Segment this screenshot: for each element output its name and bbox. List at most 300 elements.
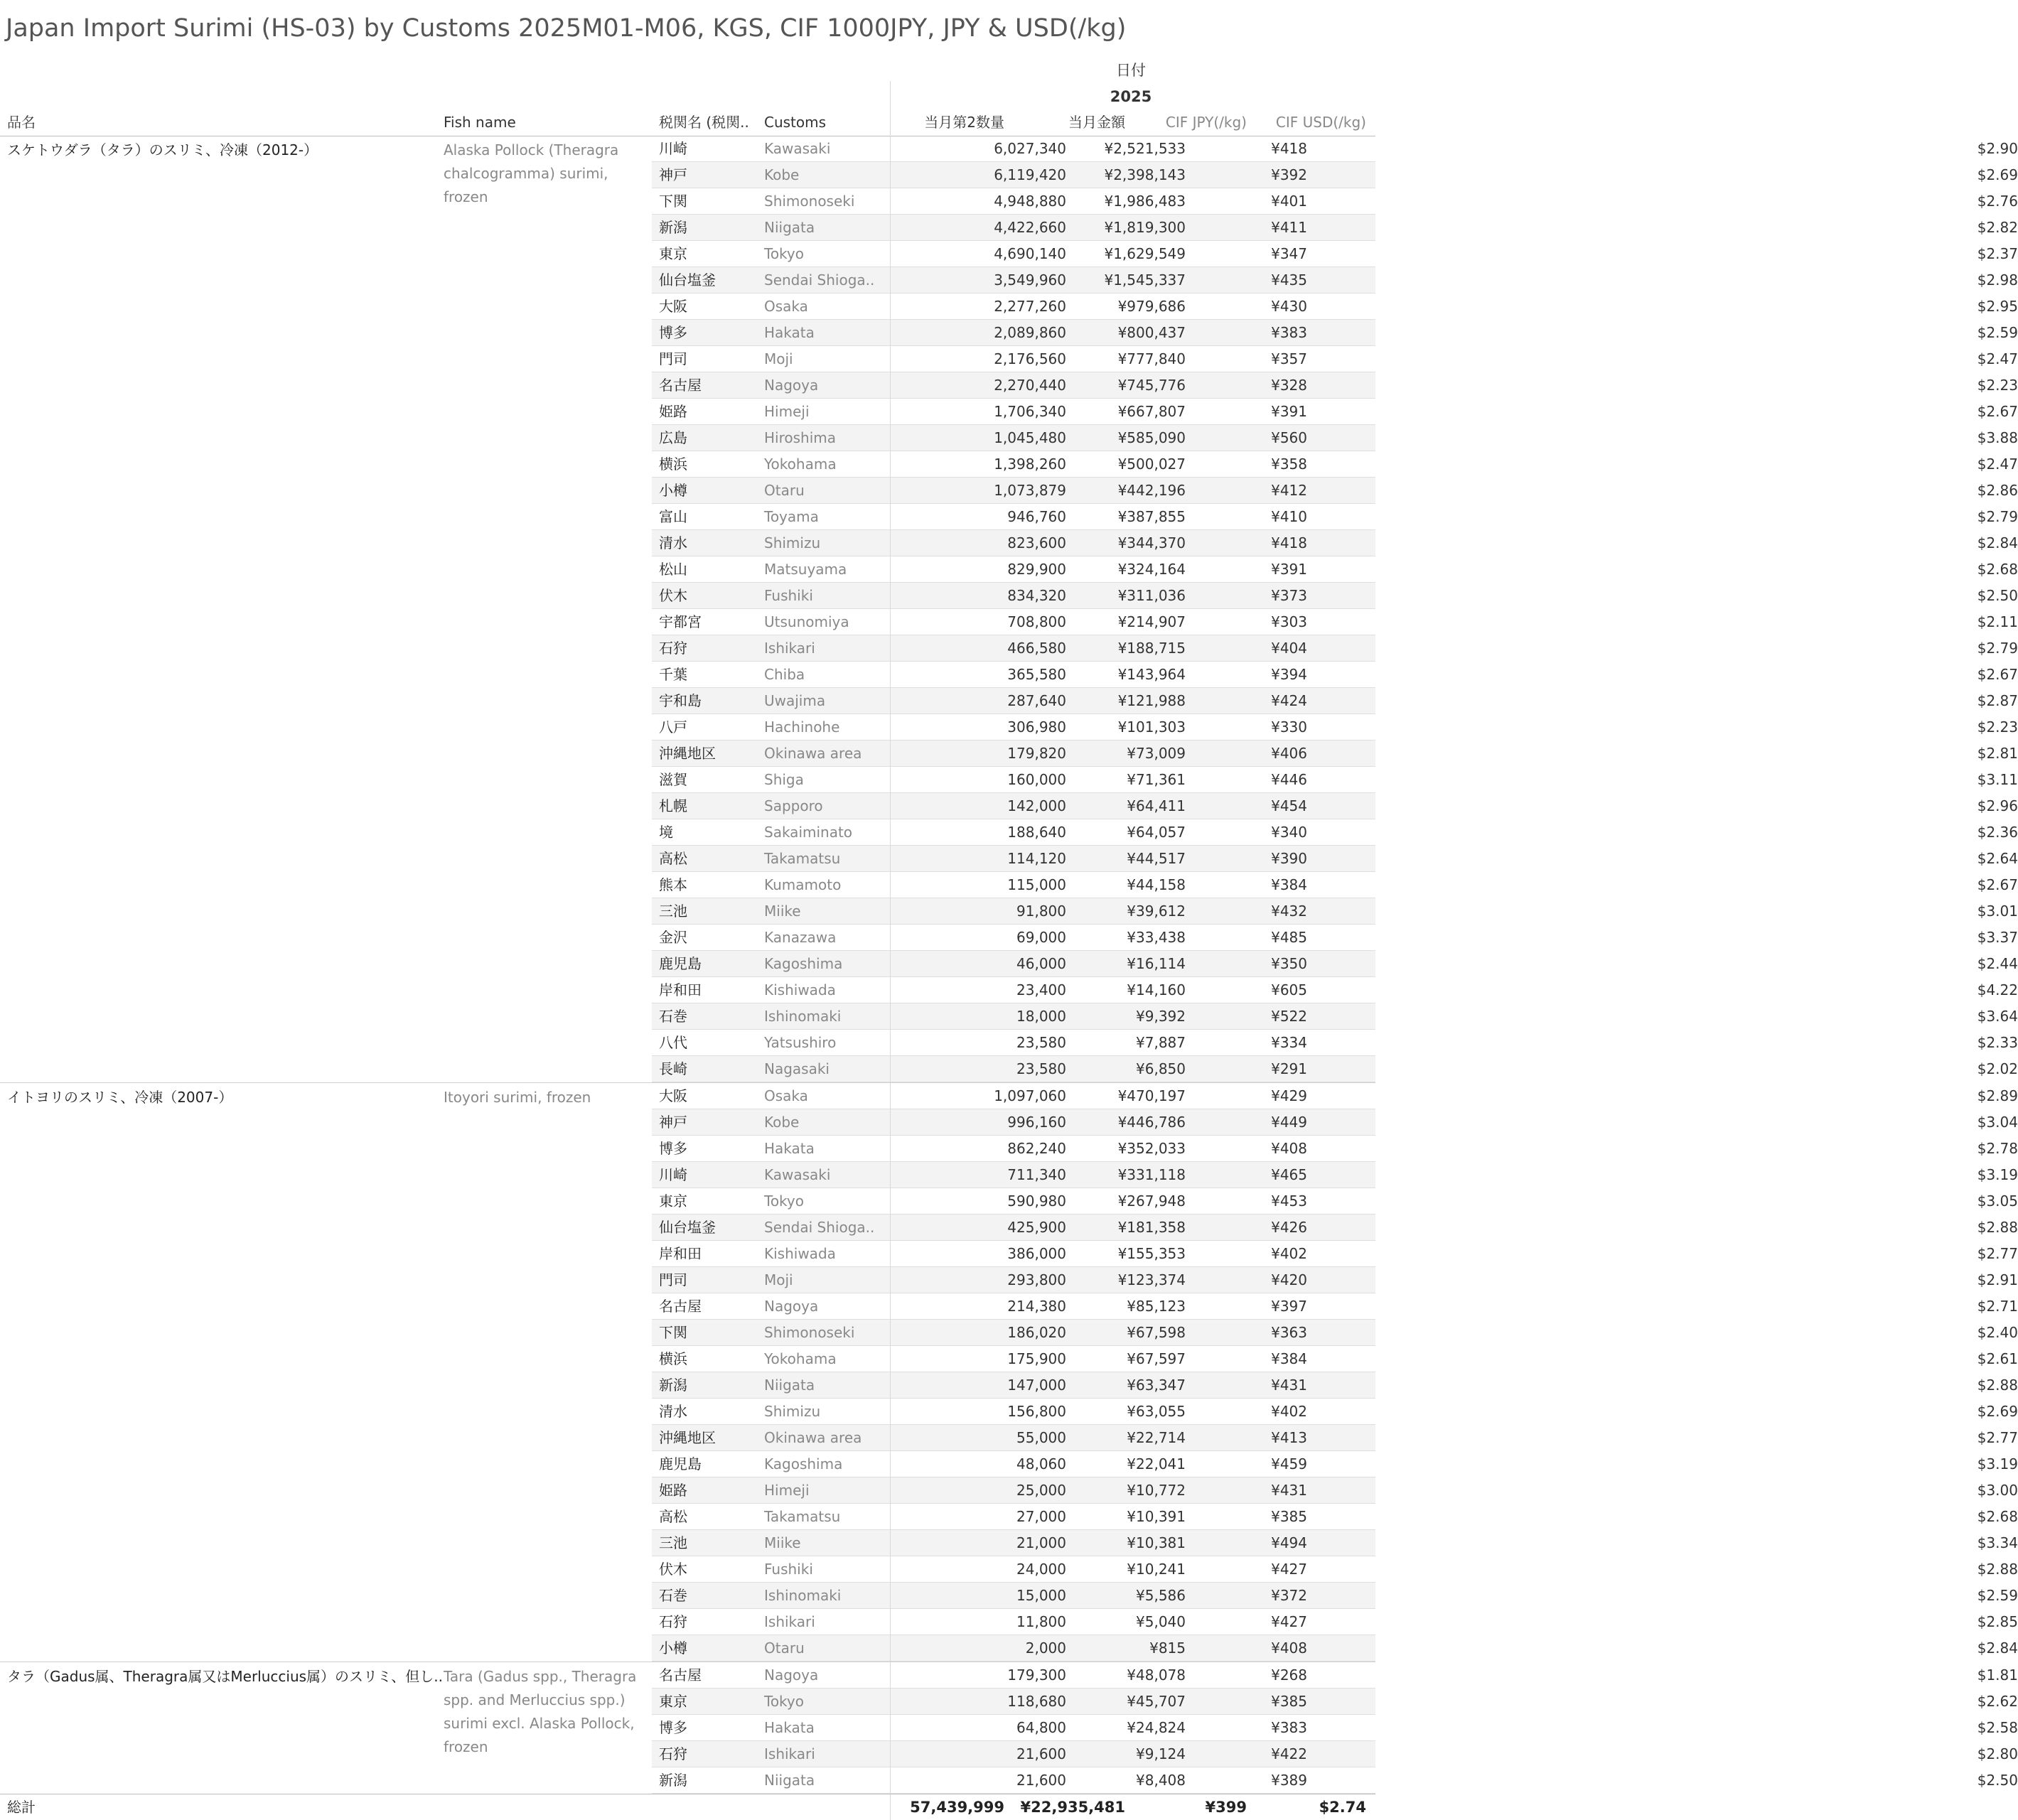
cif-jpy-cell: ¥340: [1271, 824, 1307, 841]
table-row[interactable]: [652, 1425, 2018, 1451]
quantity-cell: 114,120: [1007, 850, 1066, 867]
table-row[interactable]: [652, 1372, 2018, 1399]
table-row[interactable]: [652, 819, 2018, 846]
table-row[interactable]: [652, 1083, 2018, 1109]
cif-usd-cell: $2.88: [1977, 1377, 2018, 1394]
cif-jpy-cell: ¥363: [1271, 1324, 1307, 1341]
table-row[interactable]: [652, 1530, 2018, 1556]
customs-en-cell: Ishikari: [764, 1745, 815, 1762]
amount-cell: ¥123,374: [1117, 1271, 1186, 1288]
cif-usd-cell: $3.11: [1977, 771, 2018, 788]
quantity-cell: 2,089,860: [994, 324, 1066, 341]
cif-jpy-cell: ¥605: [1271, 981, 1307, 998]
cif-jpy-cell: ¥373: [1271, 587, 1307, 604]
table-row[interactable]: [652, 372, 2018, 399]
table-row[interactable]: [652, 1293, 2018, 1320]
cif-usd-cell: $2.77: [1977, 1245, 2018, 1262]
customs-jp-cell: 名古屋: [659, 377, 702, 394]
cif-jpy-cell: ¥485: [1271, 929, 1307, 946]
customs-jp-cell: 清水: [659, 534, 687, 551]
customs-en-cell: Moji: [764, 350, 793, 367]
customs-jp-cell: 伏木: [659, 1561, 687, 1578]
cif-jpy-cell: ¥402: [1271, 1245, 1307, 1262]
table-row[interactable]: [652, 872, 2018, 898]
table-row[interactable]: [652, 1689, 2018, 1715]
customs-jp-cell: 小樽: [659, 1639, 687, 1657]
customs-en-cell: Hachinohe: [764, 718, 840, 736]
amount-cell: ¥352,033: [1117, 1140, 1186, 1157]
product-name-jp[interactable]: スケトウダラ（タラ）のスリミ、冷凍（2012-）: [7, 141, 318, 158]
table-row[interactable]: [652, 1136, 2018, 1162]
cif-usd-cell: $2.23: [1977, 718, 2018, 736]
amount-cell: ¥500,027: [1117, 456, 1186, 473]
col-header-qty[interactable]: 当月第2数量: [924, 114, 1004, 131]
cif-usd-cell: $2.88: [1977, 1561, 2018, 1578]
table-row[interactable]: [652, 1767, 2018, 1794]
quantity-cell: 179,300: [1007, 1666, 1066, 1684]
amount-cell: ¥10,772: [1127, 1482, 1186, 1499]
cif-usd-cell: $2.77: [1977, 1429, 2018, 1446]
cif-jpy-cell: ¥446: [1271, 771, 1307, 788]
quantity-cell: 2,176,560: [994, 350, 1066, 367]
cif-jpy-cell: ¥560: [1271, 429, 1307, 446]
customs-jp-cell: 小樽: [659, 482, 687, 499]
customs-jp-cell: 三池: [659, 1534, 687, 1551]
table-row[interactable]: [652, 1030, 2018, 1056]
customs-jp-cell: 下関: [659, 1324, 687, 1341]
cif-jpy-cell: ¥412: [1271, 482, 1307, 499]
customs-jp-cell: 沖縄地区: [659, 745, 716, 762]
cif-usd-cell: $2.68: [1977, 1508, 2018, 1525]
cif-usd-cell: $4.22: [1977, 981, 2018, 998]
table-row[interactable]: [652, 1662, 2018, 1689]
quantity-cell: 1,073,879: [994, 482, 1066, 499]
customs-en-cell: Sapporo: [764, 797, 823, 814]
product-name-jp[interactable]: タラ（Gadus属、Theragra属又はMerluccius属）のスリミ、但し..: [7, 1668, 443, 1685]
quantity-cell: 21,600: [1016, 1772, 1066, 1789]
amount-cell: ¥5,040: [1136, 1613, 1186, 1630]
amount-cell: ¥745,776: [1117, 377, 1186, 394]
cif-usd-cell: $2.79: [1977, 508, 2018, 525]
cif-jpy-cell: ¥389: [1271, 1772, 1307, 1789]
cif-jpy-cell: ¥350: [1271, 955, 1307, 972]
customs-en-cell: Ishinomaki: [764, 1008, 842, 1025]
customs-jp-cell: 門司: [659, 1271, 687, 1288]
page-title: Japan Import Surimi (HS-03) by Customs 2025M01-M06, KGS, CIF 1000JPY, JPY & USD(/kg): [6, 14, 1127, 43]
quantity-cell: 946,760: [1007, 508, 1066, 525]
table-row[interactable]: [652, 188, 2018, 215]
table-row[interactable]: [652, 241, 2018, 267]
customs-jp-cell: 宇和島: [659, 692, 702, 709]
amount-cell: ¥6,850: [1136, 1060, 1186, 1077]
quantity-cell: 21,000: [1016, 1534, 1066, 1551]
customs-rows: [652, 1662, 2018, 1794]
cif-usd-cell: $2.81: [1977, 745, 2018, 762]
table-row[interactable]: [652, 478, 2018, 504]
table-row[interactable]: [652, 714, 2018, 741]
customs-en-cell: Shimonoseki: [764, 193, 855, 210]
cif-usd-cell: $3.19: [1977, 1455, 2018, 1472]
table-row[interactable]: [652, 267, 2018, 294]
customs-en-cell: Sendai Shioga..: [764, 1219, 875, 1236]
table-row[interactable]: [652, 136, 2018, 162]
table-row[interactable]: [652, 1451, 2018, 1477]
table-row[interactable]: [652, 320, 2018, 346]
cif-usd-cell: $2.90: [1977, 140, 2018, 157]
cif-usd-cell: $2.89: [1977, 1087, 2018, 1104]
quantity-cell: 365,580: [1007, 666, 1066, 683]
customs-en-cell: Shimizu: [764, 1403, 821, 1420]
customs-jp-cell: 松山: [659, 561, 687, 578]
cif-usd-cell: $2.68: [1977, 561, 2018, 578]
cif-jpy-cell: ¥385: [1271, 1508, 1307, 1525]
cif-jpy-cell: ¥465: [1271, 1166, 1307, 1183]
customs-en-cell: Tokyo: [764, 245, 804, 262]
quantity-cell: 179,820: [1007, 745, 1066, 762]
table-row[interactable]: [652, 977, 2018, 1003]
cif-jpy-cell: ¥347: [1271, 245, 1307, 262]
table-row[interactable]: [652, 1003, 2018, 1030]
customs-en-cell: Ishikari: [764, 640, 815, 657]
table-row[interactable]: [652, 162, 2018, 188]
table-row[interactable]: [652, 1583, 2018, 1609]
cif-usd-cell: $2.78: [1977, 1140, 2018, 1157]
quantity-cell: 15,000: [1016, 1587, 1066, 1604]
amount-cell: ¥63,347: [1127, 1377, 1186, 1394]
quantity-cell: 23,580: [1016, 1060, 1066, 1077]
amount-cell: ¥14,160: [1127, 981, 1186, 998]
col-header-cif-usd[interactable]: CIF USD(/kg): [1275, 114, 1366, 131]
amount-cell: ¥667,807: [1117, 403, 1186, 420]
customs-en-cell: Miike: [764, 1534, 801, 1551]
table-row[interactable]: [652, 767, 2018, 793]
table-row[interactable]: [652, 215, 2018, 241]
table-row[interactable]: [652, 1399, 2018, 1425]
cif-usd-cell: $2.59: [1977, 1587, 2018, 1604]
column-header-row: [0, 109, 1375, 136]
cif-jpy-cell: ¥391: [1271, 561, 1307, 578]
quantity-cell: 118,680: [1007, 1693, 1066, 1710]
quantity-cell: 3,549,960: [994, 271, 1066, 289]
cif-jpy-cell: ¥410: [1271, 508, 1307, 525]
cif-usd-cell: $2.47: [1977, 350, 2018, 367]
table-row[interactable]: [652, 898, 2018, 925]
customs-en-cell: Otaru: [764, 1639, 805, 1657]
customs-en-cell: Yatsushiro: [764, 1034, 837, 1051]
year-header: 2025: [1110, 88, 1152, 105]
quantity-cell: 2,277,260: [994, 298, 1066, 315]
amount-cell: ¥979,686: [1117, 298, 1186, 315]
cif-usd-cell: $3.64: [1977, 1008, 2018, 1025]
cif-usd-cell: $2.87: [1977, 692, 2018, 709]
col-header-amount[interactable]: 当月金額: [1068, 114, 1125, 131]
customs-en-cell: Osaka: [764, 1087, 808, 1104]
table-row[interactable]: [652, 346, 2018, 372]
table-row[interactable]: [652, 1715, 2018, 1741]
amount-cell: ¥585,090: [1117, 429, 1186, 446]
customs-en-cell: Otaru: [764, 482, 805, 499]
cif-jpy-cell: ¥427: [1271, 1561, 1307, 1578]
grand-total-label: 総計: [7, 1799, 36, 1816]
quantity-cell: 186,020: [1007, 1324, 1066, 1341]
customs-jp-cell: 東京: [659, 245, 687, 262]
table-row[interactable]: [652, 451, 2018, 478]
table-row[interactable]: [652, 1609, 2018, 1635]
cif-usd-cell: $3.05: [1977, 1192, 2018, 1210]
cif-usd-cell: $2.47: [1977, 456, 2018, 473]
customs-en-cell: Toyama: [764, 508, 819, 525]
cif-usd-cell: $2.02: [1977, 1060, 2018, 1077]
amount-cell: ¥2,398,143: [1104, 166, 1186, 183]
quantity-cell: 1,706,340: [994, 403, 1066, 420]
table-row[interactable]: [652, 925, 2018, 951]
amount-cell: ¥344,370: [1117, 534, 1186, 551]
col-header-customs[interactable]: Customs: [764, 114, 827, 131]
customs-en-cell: Hakata: [764, 1140, 815, 1157]
table-row[interactable]: [652, 1162, 2018, 1188]
quantity-cell: 4,948,880: [994, 193, 1066, 210]
table-row[interactable]: [652, 609, 2018, 635]
cif-jpy-cell: ¥408: [1271, 1639, 1307, 1657]
amount-cell: ¥331,118: [1117, 1166, 1186, 1183]
table-row[interactable]: [652, 1346, 2018, 1372]
table-row[interactable]: [652, 399, 2018, 425]
customs-en-cell: Niigata: [764, 1772, 815, 1789]
amount-cell: ¥22,714: [1127, 1429, 1186, 1446]
fish-name-en[interactable]: Alaska Pollock (Theragra chalcogramma) surimi, frozen: [444, 141, 619, 205]
customs-jp-cell: 横浜: [659, 1350, 687, 1367]
quantity-cell: 293,800: [1007, 1271, 1066, 1288]
customs-en-cell: Kagoshima: [764, 955, 843, 972]
cif-jpy-cell: ¥422: [1271, 1745, 1307, 1762]
table-body: [0, 136, 2018, 1794]
table-row[interactable]: [652, 1504, 2018, 1530]
customs-en-cell: Niigata: [764, 1377, 815, 1394]
quantity-cell: 1,097,060: [994, 1087, 1066, 1104]
table-row[interactable]: [652, 556, 2018, 583]
table-row[interactable]: [652, 1741, 2018, 1767]
col-header-cif-jpy[interactable]: CIF JPY(/kg): [1165, 114, 1247, 131]
customs-en-cell: Uwajima: [764, 692, 826, 709]
cif-jpy-cell: ¥426: [1271, 1219, 1307, 1236]
table-row[interactable]: [652, 1241, 2018, 1267]
table-row[interactable]: [652, 793, 2018, 819]
customs-en-cell: Okinawa area: [764, 745, 862, 762]
amount-cell: ¥24,824: [1127, 1719, 1186, 1736]
customs-jp-cell: 名古屋: [659, 1298, 702, 1315]
product-name-jp[interactable]: イトヨリのスリミ、冷凍（2007-）: [7, 1089, 233, 1106]
cif-usd-cell: $2.69: [1977, 166, 2018, 183]
amount-cell: ¥10,241: [1127, 1561, 1186, 1578]
customs-en-cell: Okinawa area: [764, 1429, 862, 1446]
quantity-cell: 156,800: [1007, 1403, 1066, 1420]
cif-jpy-cell: ¥418: [1271, 140, 1307, 157]
customs-en-cell: Moji: [764, 1271, 793, 1288]
table-row[interactable]: [652, 504, 2018, 530]
customs-en-cell: Miike: [764, 903, 801, 920]
quantity-cell: 142,000: [1007, 797, 1066, 814]
table-row[interactable]: [652, 425, 2018, 451]
quantity-cell: 188,640: [1007, 824, 1066, 841]
amount-cell: ¥267,948: [1117, 1192, 1186, 1210]
table-row[interactable]: [652, 846, 2018, 872]
col-header-fish-name[interactable]: Fish name: [444, 114, 516, 131]
customs-rows: [652, 136, 2018, 1082]
cif-usd-cell: $2.96: [1977, 797, 2018, 814]
cif-jpy-cell: ¥385: [1271, 1693, 1307, 1710]
quantity-cell: 21,600: [1016, 1745, 1066, 1762]
cif-jpy-cell: ¥334: [1271, 1034, 1307, 1051]
cif-jpy-cell: ¥430: [1271, 298, 1307, 315]
product-group: [0, 1662, 2018, 1794]
col-header-customs-jp[interactable]: 税関名 (税関..: [659, 114, 749, 131]
customs-jp-cell: 東京: [659, 1192, 687, 1210]
cif-jpy-cell: ¥449: [1271, 1114, 1307, 1131]
table-row[interactable]: [652, 1477, 2018, 1504]
customs-en-cell: Yokohama: [764, 456, 837, 473]
customs-jp-cell: 東京: [659, 1693, 687, 1710]
grand-total-amount: ¥22,935,481: [1020, 1799, 1125, 1816]
quantity-cell: 147,000: [1007, 1377, 1066, 1394]
customs-en-cell: Ishikari: [764, 1613, 815, 1630]
table-row[interactable]: [652, 1109, 2018, 1136]
table-row[interactable]: [652, 688, 2018, 714]
cif-usd-cell: $2.82: [1977, 219, 2018, 236]
amount-cell: ¥1,986,483: [1104, 193, 1186, 210]
cif-jpy-cell: ¥372: [1271, 1587, 1307, 1604]
table-row[interactable]: [652, 1188, 2018, 1215]
amount-cell: ¥800,437: [1117, 324, 1186, 341]
quantity-cell: 823,600: [1007, 534, 1066, 551]
quantity-cell: 115,000: [1007, 876, 1066, 893]
cif-jpy-cell: ¥303: [1271, 613, 1307, 630]
quantity-cell: 996,160: [1007, 1114, 1066, 1131]
cif-jpy-cell: ¥397: [1271, 1298, 1307, 1315]
customs-en-cell: Kishiwada: [764, 981, 836, 998]
customs-en-cell: Hakata: [764, 324, 815, 341]
amount-cell: ¥446,786: [1117, 1114, 1186, 1131]
customs-jp-cell: 伏木: [659, 587, 687, 604]
cif-usd-cell: $2.71: [1977, 1298, 2018, 1315]
table-row[interactable]: [652, 951, 2018, 977]
cif-usd-cell: $2.64: [1977, 850, 2018, 867]
grand-total-cif-usd: $2.74: [1319, 1799, 1366, 1816]
product-group: [0, 1083, 2018, 1662]
amount-cell: ¥22,041: [1127, 1455, 1186, 1472]
cif-usd-cell: $2.44: [1977, 955, 2018, 972]
cif-jpy-cell: ¥454: [1271, 797, 1307, 814]
table-row[interactable]: [652, 294, 2018, 320]
amount-cell: ¥63,055: [1127, 1403, 1186, 1420]
quantity-cell: 24,000: [1016, 1561, 1066, 1578]
cif-usd-cell: $2.80: [1977, 1745, 2018, 1762]
customs-jp-cell: 下関: [659, 193, 687, 210]
amount-cell: ¥815: [1149, 1639, 1186, 1657]
amount-cell: ¥181,358: [1117, 1219, 1186, 1236]
table-row[interactable]: [652, 530, 2018, 556]
cif-usd-cell: $2.98: [1977, 271, 2018, 289]
amount-cell: ¥44,517: [1127, 850, 1186, 867]
table-row[interactable]: [652, 1320, 2018, 1346]
quantity-cell: 25,000: [1016, 1482, 1066, 1499]
cif-jpy-cell: ¥435: [1271, 271, 1307, 289]
fish-name-en[interactable]: Tara (Gadus spp., Theragra spp. and Merluccius spp.) surimi excl. Alaska Pollock, frozen: [444, 1668, 637, 1755]
quantity-cell: 1,045,480: [994, 429, 1066, 446]
customs-jp-cell: 姫路: [659, 1482, 687, 1499]
cif-usd-cell: $2.85: [1977, 1613, 2018, 1630]
table-row[interactable]: [652, 1056, 2018, 1082]
amount-cell: ¥67,597: [1127, 1350, 1186, 1367]
customs-jp-cell: 博多: [659, 324, 687, 341]
cif-usd-cell: $3.00: [1977, 1482, 2018, 1499]
quantity-cell: 2,270,440: [994, 377, 1066, 394]
grand-total-qty: 57,439,999: [910, 1799, 1004, 1816]
customs-en-cell: Matsuyama: [764, 561, 847, 578]
quantity-cell: 711,340: [1007, 1166, 1066, 1183]
table-row[interactable]: [652, 741, 2018, 767]
cif-jpy-cell: ¥418: [1271, 534, 1307, 551]
amount-cell: ¥7,887: [1136, 1034, 1186, 1051]
table-row[interactable]: [652, 1215, 2018, 1241]
table-row[interactable]: [652, 662, 2018, 688]
cif-usd-cell: $2.91: [1977, 1271, 2018, 1288]
quantity-cell: 23,400: [1016, 981, 1066, 998]
cif-jpy-cell: ¥431: [1271, 1482, 1307, 1499]
amount-cell: ¥1,629,549: [1104, 245, 1186, 262]
customs-jp-cell: 金沢: [659, 929, 687, 946]
cif-usd-cell: $2.58: [1977, 1719, 2018, 1736]
customs-en-cell: Kobe: [764, 1114, 800, 1131]
customs-jp-cell: 横浜: [659, 456, 687, 473]
quantity-cell: 6,027,340: [994, 140, 1066, 157]
customs-jp-cell: 長崎: [659, 1060, 687, 1077]
col-header-product[interactable]: 品名: [7, 114, 36, 131]
cif-jpy-cell: ¥401: [1271, 193, 1307, 210]
customs-en-cell: Hakata: [764, 1719, 815, 1736]
customs-en-cell: Himeji: [764, 403, 810, 420]
table-row[interactable]: [652, 1635, 2018, 1662]
amount-cell: ¥311,036: [1117, 587, 1186, 604]
customs-en-cell: Kanazawa: [764, 929, 837, 946]
table-row[interactable]: [652, 1556, 2018, 1583]
amount-cell: ¥9,392: [1136, 1008, 1186, 1025]
quantity-cell: 2,000: [1025, 1639, 1066, 1657]
amount-cell: ¥33,438: [1127, 929, 1186, 946]
customs-en-cell: Nagasaki: [764, 1060, 830, 1077]
customs-jp-cell: 名古屋: [659, 1666, 702, 1684]
table-row[interactable]: [652, 635, 2018, 662]
quantity-cell: 27,000: [1016, 1508, 1066, 1525]
cif-usd-cell: $2.50: [1977, 587, 2018, 604]
amount-cell: ¥2,521,533: [1104, 140, 1186, 157]
customs-jp-cell: 神戸: [659, 166, 687, 183]
amount-cell: ¥442,196: [1117, 482, 1186, 499]
amount-cell: ¥71,361: [1127, 771, 1186, 788]
amount-cell: ¥101,303: [1117, 718, 1186, 736]
table-row[interactable]: [652, 583, 2018, 609]
customs-jp-cell: 石狩: [659, 640, 687, 657]
customs-jp-cell: 宇都宮: [659, 613, 702, 630]
fish-name-en[interactable]: Itoyori surimi, frozen: [444, 1089, 591, 1106]
customs-jp-cell: 富山: [659, 508, 687, 525]
cif-usd-cell: $2.86: [1977, 482, 2018, 499]
customs-en-cell: Fushiki: [764, 1561, 813, 1578]
table-row[interactable]: [652, 1267, 2018, 1293]
amount-cell: ¥64,057: [1127, 824, 1186, 841]
cif-jpy-cell: ¥384: [1271, 1350, 1307, 1367]
customs-en-cell: Kumamoto: [764, 876, 842, 893]
quantity-cell: 466,580: [1007, 640, 1066, 657]
